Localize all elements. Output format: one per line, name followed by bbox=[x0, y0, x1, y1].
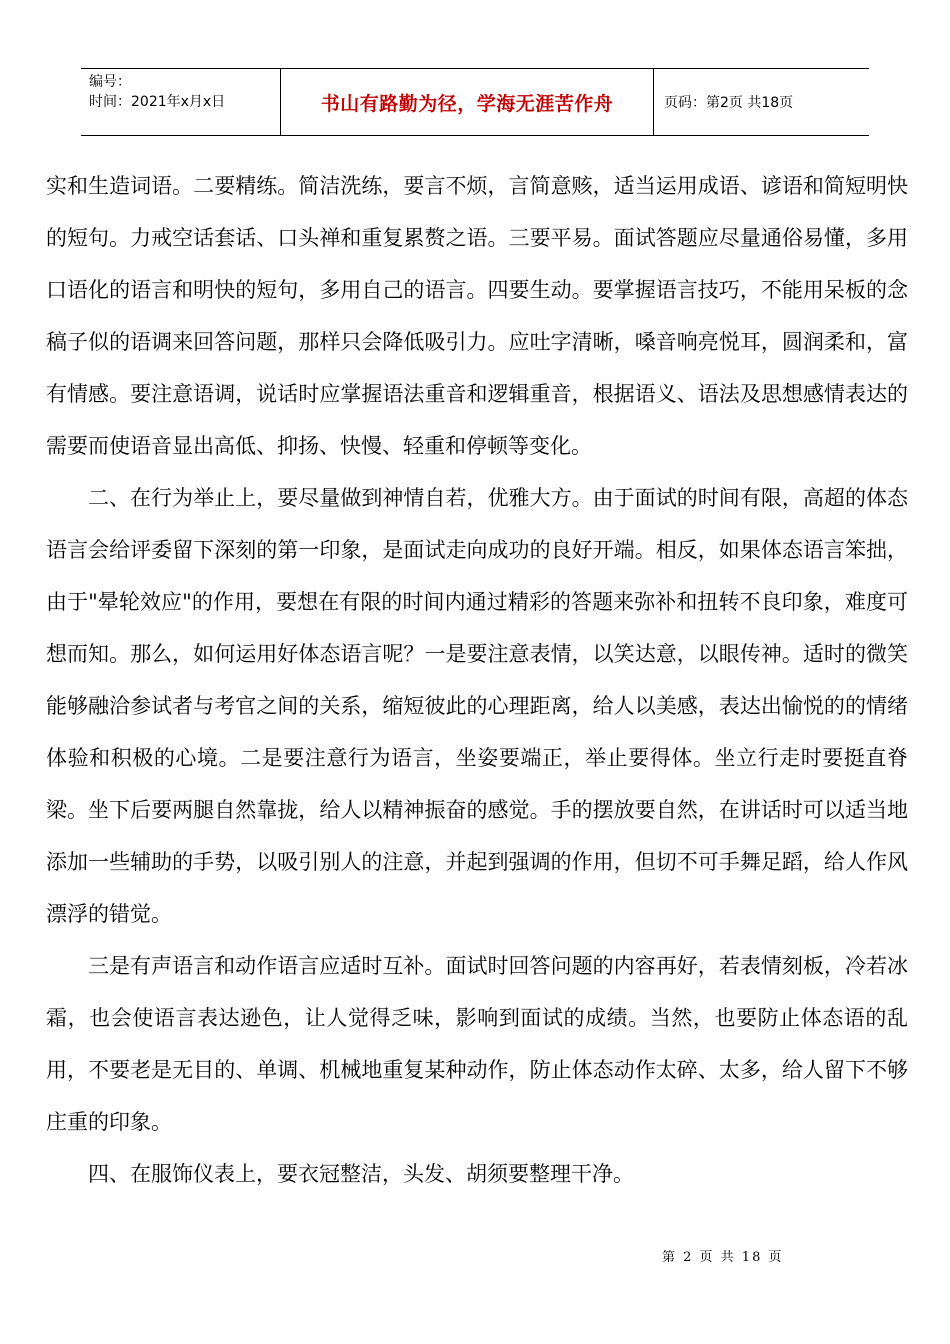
header-motto: 书山有路勤为径，学海无涯苦作舟 bbox=[281, 69, 654, 135]
body-paragraph: 四、在服饰仪表上，要衣冠整洁，头发、胡须要整理干净。 bbox=[88, 1162, 634, 1186]
body-paragraph: 实和生造词语。二要精练。简洁洗练，要言不烦，言简意赅，适当运用成语、谚语和简短明快的短句。力戒空话套话、口头禅和重复累赘之语。三要平易。面试答题应尽量通俗易懂，多用口语化的语言和明快的短句，多用自己的语言。四要生动。要掌握语言技巧，不能用呆板的念稿子似的语调来回答问题，那样只会降低吸引力。应吐字清晰，嗓音响亮悦耳，圆润柔和，富有情感。要注意语调，说话时应掌握语法重音和逻辑重音，根据语义、语法及思想感情表达的需要而使语音显出高低、抑扬、快慢、轻重和停顿等变化。 bbox=[46, 174, 908, 458]
page-footer: 第 2 页 共 18 页 bbox=[662, 1250, 784, 1265]
document-time-label: 时间：2021年x月x日 bbox=[89, 94, 226, 110]
document-number-label: 编号： bbox=[89, 74, 131, 90]
body-paragraph: 二、在行为举止上，要尽量做到神情自若，优雅大方。由于面试的时间有限，高超的体态语言会给评委留下深刻的第一印象，是面试走向成功的良好开端。相反，如果体态语言笨拙，由于"晕轮效应"的作用，要想在有限的时间内通过精彩的答题来弥补和扭转不良印象，难度可想而知。那么，如何运用好体态语言呢？一是要注意表情，以笑达意，以眼传神。适时的微笑能够融洽参试者与考官之间的关系，缩短彼此的心理距离，给人以美感，表达出愉悦的的情绪体验和积极的心境。二是要注意行为语言，坐姿要端正，举止要得体。坐立行走时要挺直脊梁。坐下后要两腿自然靠拢，给人以精神振奋的感觉。手的摆放要自然，在讲话时可以适当地添加一些辅助的手势，以吸引别人的注意，并起到强调的作用，但切不可手舞足蹈，给人作风漂浮的错觉。 bbox=[46, 486, 908, 926]
body-paragraph: 三是有声语言和动作语言应适时互补。面试时回答问题的内容再好，若表情刻板，冷若冰霜，也会使语言表达逊色，让人觉得乏味，影响到面试的成绩。当然，也要防止体态语的乱用，不要老是无目的、单调、机械地重复某种动作，防止体态动作太碎、太多，给人留下不够庄重的印象。 bbox=[46, 954, 908, 1134]
page-header bbox=[81, 68, 869, 136]
header-meta bbox=[81, 69, 281, 135]
document-body bbox=[46, 160, 908, 1200]
header-page-info: 页码：第2页 共18页 bbox=[664, 95, 794, 111]
